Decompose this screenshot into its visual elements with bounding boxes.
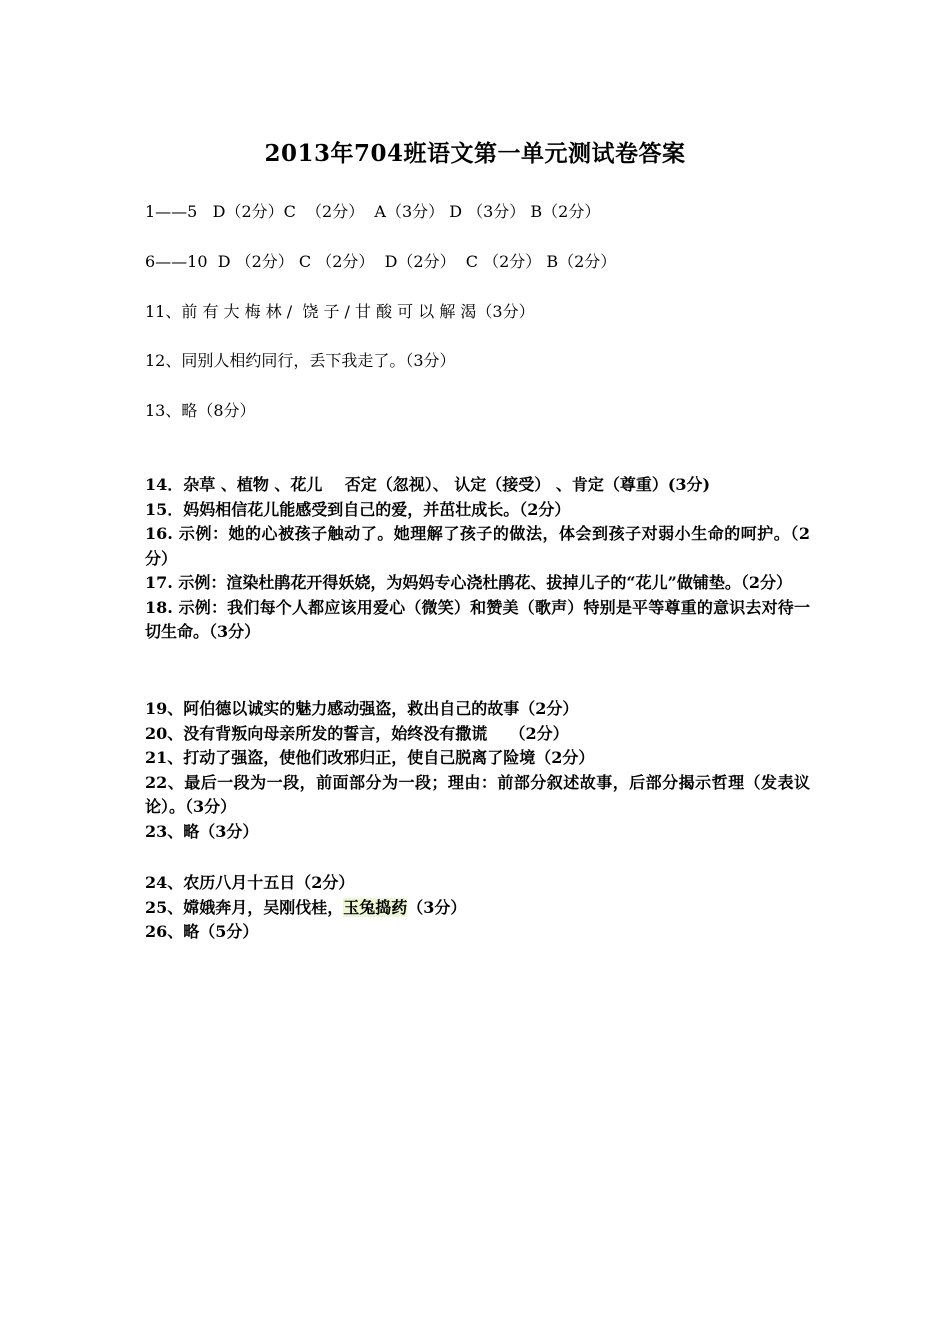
answer-15: 15．妈妈相信花儿能感受到自己的爱，并茁壮成长。（2分）	[145, 499, 571, 519]
page-title: 2013年704班语文第一单元测试卷答案	[264, 140, 686, 167]
answer-23: 23、略（3分）	[145, 821, 259, 841]
answer-21: 21、打动了强盗，使他们改邪归正，使自己脱离了险境（2分）	[145, 748, 595, 767]
answer-16: 16. 示例：她的心被孩子触动了。她理解了孩子的做法，体会到孩子对弱小生命的呵护。（2分）	[145, 524, 810, 568]
answer-12: 12、同别人相约同行，丢下我走了。（3分）	[145, 351, 456, 370]
answer-25-suffix: （3分）	[407, 897, 467, 917]
answer-14: 14．杂草 、植物 、花儿 否定（忽视）、 认定（接受） 、肯定（尊重）(3分)	[145, 475, 711, 494]
answers-24-26-section	[145, 871, 810, 945]
mc-answers-1-5: 1——5 D（2分）C （2分） A（3分） D （3分） B（2分）	[145, 202, 601, 221]
answer-25-highlighted-text: 玉兔捣药	[343, 897, 408, 917]
mc-answers-6-10: 6——10 D （2分） C （2分） D（2分） C （2分） B（2分）	[145, 252, 617, 271]
answer-18: 18. 示例：我们每个人都应该用爱心（微笑）和赞美（歌声）特别是平等尊重的意识去对待一切生命。（3分）	[145, 597, 810, 641]
answer-20: 20、没有背叛向母亲所发的誓言，始终没有撒谎 （2分）	[145, 723, 569, 743]
answer-25	[145, 896, 810, 921]
answer-19: 19、阿伯德以诚实的魅力感动强盗，救出自己的故事（2分）	[145, 699, 579, 718]
answers-19-23-section	[145, 697, 810, 844]
answer-11: 11、前 有 大 梅 林 / 饶 子 / 甘 酸 可 以 解 渴（3分）	[145, 302, 535, 321]
answers-14-18-section	[145, 473, 810, 645]
answer-26: 26、略（5分）	[145, 922, 259, 941]
answer-25-prefix: 25、嫦娥奔月，吴刚伐桂，	[145, 897, 344, 917]
answer-24: 24、农历八月十五日（2分）	[145, 873, 355, 892]
answer-22: 22、最后一段为一段，前面部分为一段；理由：前部分叙述故事，后部分揭示哲理（发表议论）。（3分）	[145, 772, 810, 816]
answer-13: 13、略（8分）	[145, 401, 256, 420]
answer-17: 17. 示例：渲染杜鹃花开得妖娆，为妈妈专心浇杜鹃花、拔掉儿子的“花儿”做铺垫。（2分）	[145, 573, 792, 592]
